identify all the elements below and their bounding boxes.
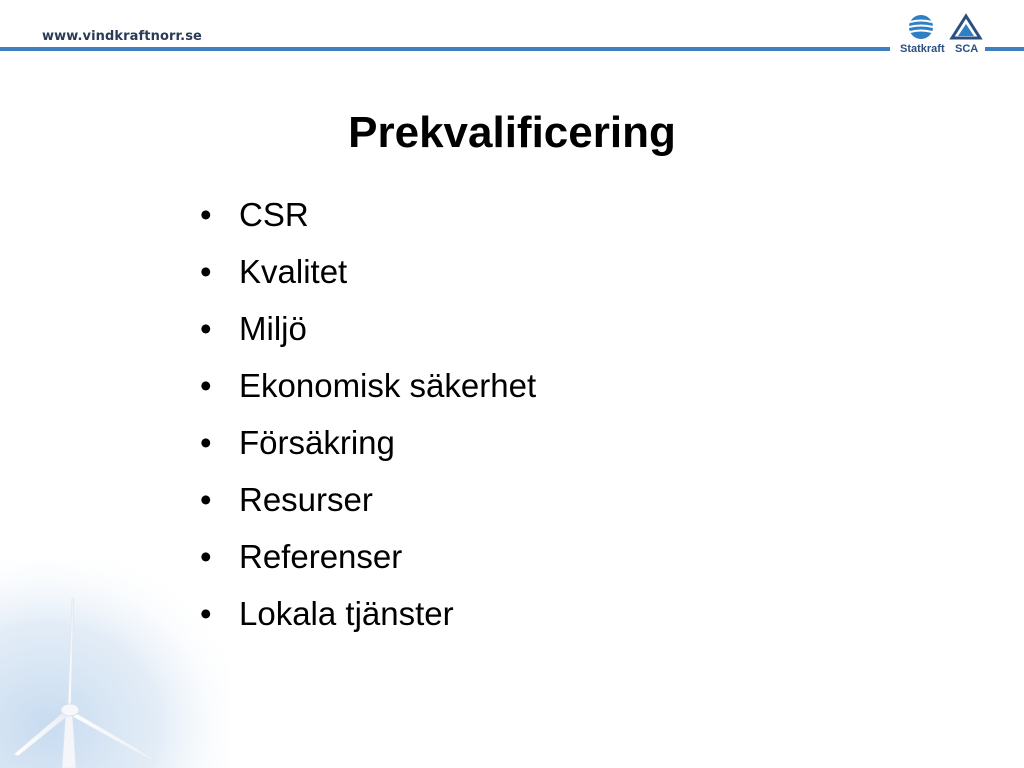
list-item-text: CSR [239, 196, 309, 233]
list-item [200, 592, 536, 649]
bullet-icon: • [200, 196, 212, 233]
slide-title: Prekvalificering [348, 108, 676, 157]
bullet-icon: • [200, 253, 212, 290]
list-item [200, 421, 536, 478]
bullet-list [200, 193, 536, 649]
list-item-text: Ekonomisk säkerhet [239, 367, 537, 404]
list-item-text: Referenser [239, 538, 403, 575]
statkraft-logo-text: Statkraft [900, 43, 945, 55]
list-item [200, 364, 536, 421]
list-item [200, 307, 536, 364]
list-item-text: Lokala tjänster [239, 595, 454, 632]
list-item [200, 535, 536, 592]
list-item-text: Resurser [239, 481, 373, 518]
list-item-text: Miljö [239, 310, 307, 347]
header-divider [0, 47, 890, 51]
bullet-icon: • [200, 595, 212, 632]
list-item [200, 193, 536, 250]
list-item-text: Kvalitet [239, 253, 348, 290]
bullet-icon: • [200, 481, 212, 518]
sca-logo-text: SCA [955, 43, 979, 55]
list-item [200, 250, 536, 307]
list-item-text: Försäkring [239, 424, 395, 461]
sca-triangle-icon [952, 16, 980, 38]
statkraft-globe-icon [909, 15, 933, 39]
wind-turbine-image [0, 560, 230, 768]
list-item [200, 478, 536, 535]
bullet-icon: • [200, 310, 212, 347]
bullet-icon: • [200, 367, 212, 404]
website-url: www.vindkraftnorr.se [42, 29, 202, 44]
header-divider-right [985, 47, 1024, 51]
bullet-icon: • [200, 424, 212, 461]
bullet-icon: • [200, 538, 212, 575]
